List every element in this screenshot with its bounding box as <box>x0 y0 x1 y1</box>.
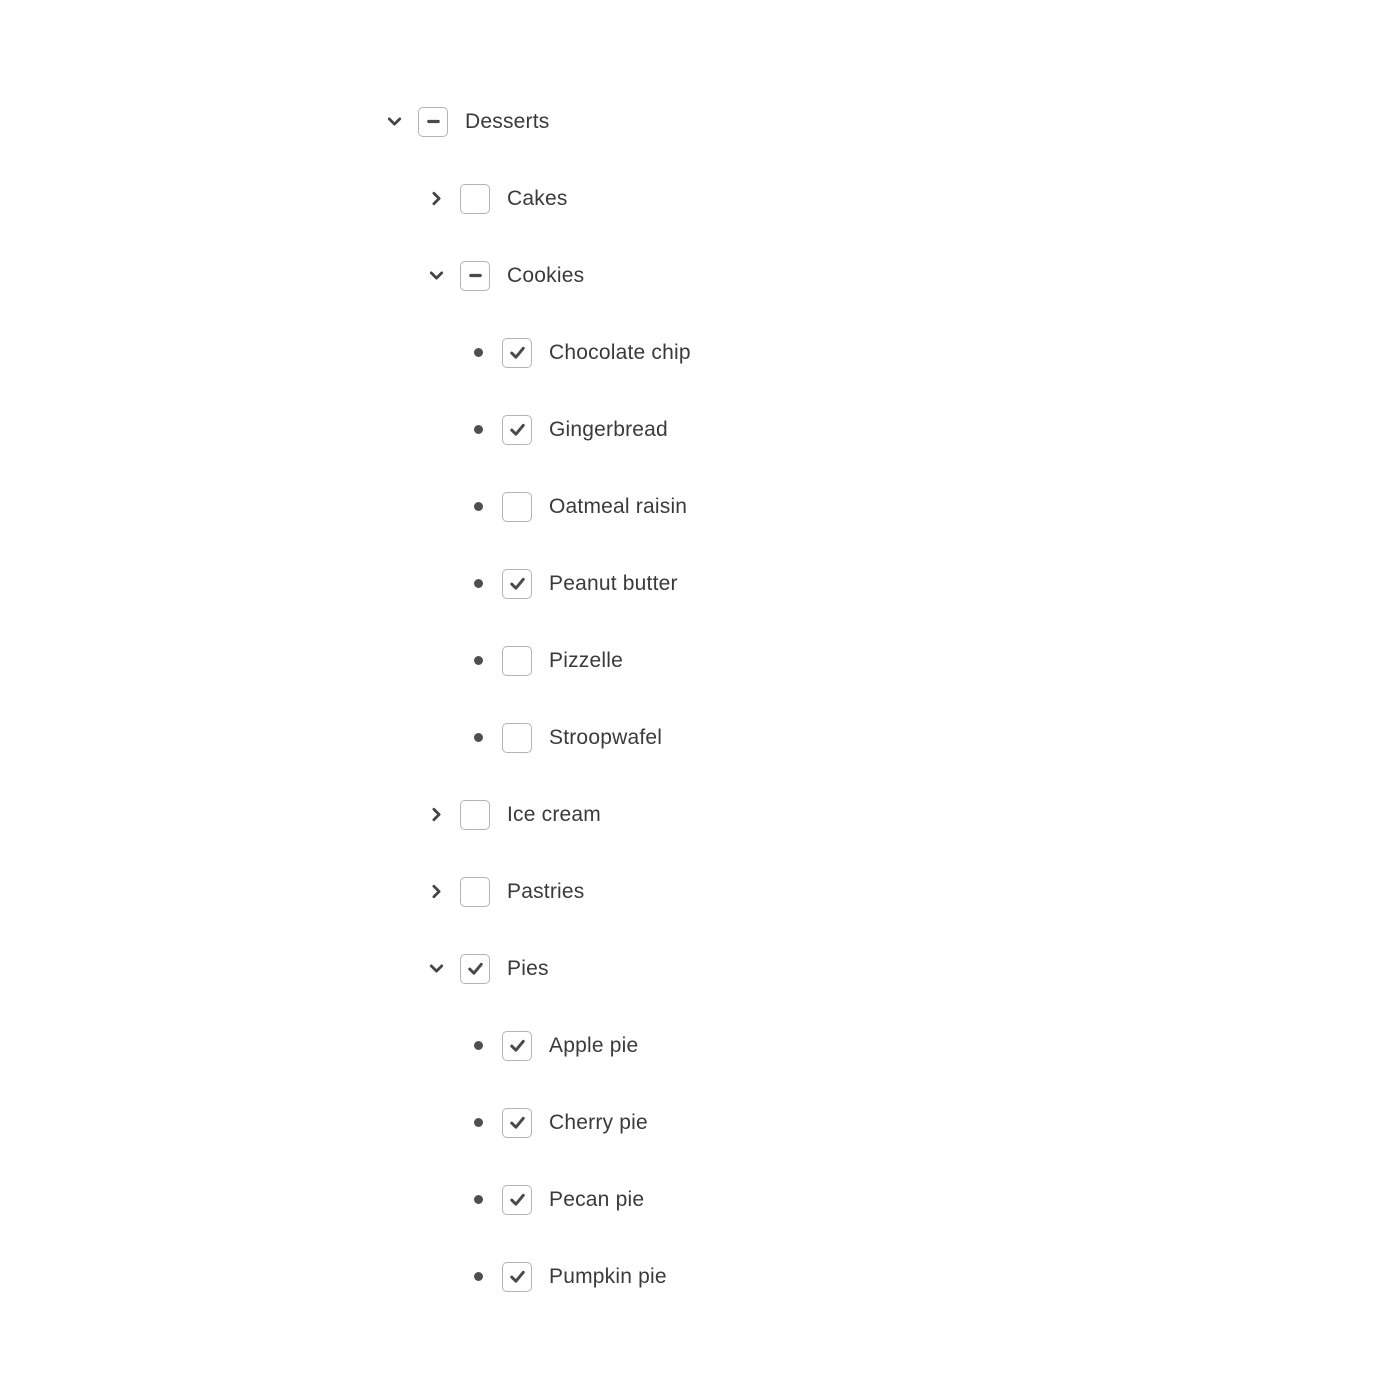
check-icon <box>465 958 486 979</box>
checkbox[interactable] <box>460 184 490 214</box>
tree-row <box>0 468 1400 545</box>
check-icon <box>507 342 528 363</box>
indeterminate-dash-icon <box>465 265 486 286</box>
tree-item-label[interactable]: Pizzelle <box>549 648 623 672</box>
tree-row <box>0 776 1400 853</box>
tree-row <box>0 391 1400 468</box>
tree-row <box>0 160 1400 237</box>
tree-item-label[interactable]: Oatmeal raisin <box>549 494 688 518</box>
tree-item-label[interactable]: Pies <box>507 956 549 980</box>
bullet-icon <box>474 656 483 665</box>
bullet-icon <box>474 1041 483 1050</box>
check-icon <box>507 1035 528 1056</box>
checkbox[interactable] <box>418 107 448 137</box>
tree-row <box>0 237 1400 314</box>
checkbox[interactable] <box>502 646 532 676</box>
check-icon <box>507 573 528 594</box>
check-icon <box>507 1266 528 1287</box>
chevron-down-icon[interactable] <box>384 111 405 132</box>
toggle <box>468 573 489 594</box>
tree-item-label[interactable]: Cherry pie <box>549 1110 648 1134</box>
tree-row <box>0 622 1400 699</box>
toggle[interactable] <box>426 804 447 825</box>
toggle[interactable] <box>426 188 447 209</box>
checkbox[interactable] <box>460 954 490 984</box>
chevron-right-icon[interactable] <box>426 804 447 825</box>
toggle <box>468 1035 489 1056</box>
toggle <box>468 496 489 517</box>
checkbox[interactable] <box>502 1262 532 1292</box>
checkbox-tree <box>0 83 1400 1315</box>
tree-item-label[interactable]: Apple pie <box>549 1033 639 1057</box>
bullet-icon <box>474 579 483 588</box>
bullet-icon <box>474 502 483 511</box>
tree-item-label[interactable]: Ice cream <box>507 802 601 826</box>
tree-item-label[interactable]: Desserts <box>465 109 550 133</box>
chevron-right-icon[interactable] <box>426 188 447 209</box>
tree-item-label[interactable]: Cookies <box>507 263 585 287</box>
checkbox[interactable] <box>502 492 532 522</box>
bullet-icon <box>474 348 483 357</box>
tree-item-label[interactable]: Pastries <box>507 879 585 903</box>
tree-item-label[interactable]: Gingerbread <box>549 417 668 441</box>
toggle <box>468 1112 489 1133</box>
bullet-icon <box>474 1272 483 1281</box>
toggle <box>468 727 489 748</box>
check-icon <box>507 1112 528 1133</box>
bullet-icon <box>474 425 483 434</box>
toggle <box>468 342 489 363</box>
tree-row <box>0 545 1400 622</box>
tree-row <box>0 930 1400 1007</box>
checkbox[interactable] <box>502 1108 532 1138</box>
bullet-icon <box>474 1118 483 1127</box>
chevron-down-icon[interactable] <box>426 265 447 286</box>
tree-row <box>0 314 1400 391</box>
checkbox[interactable] <box>502 1031 532 1061</box>
tree-item-label[interactable]: Peanut butter <box>549 571 678 595</box>
tree-row <box>0 1238 1400 1315</box>
chevron-down-icon[interactable] <box>426 958 447 979</box>
toggle <box>468 419 489 440</box>
checkbox[interactable] <box>460 877 490 907</box>
toggle <box>468 650 489 671</box>
checkbox[interactable] <box>502 723 532 753</box>
tree-item-label[interactable]: Pumpkin pie <box>549 1264 667 1288</box>
checkbox[interactable] <box>460 261 490 291</box>
check-icon <box>507 419 528 440</box>
checkbox[interactable] <box>502 415 532 445</box>
toggle <box>468 1189 489 1210</box>
indeterminate-dash-icon <box>423 111 444 132</box>
tree-item-label[interactable]: Stroopwafel <box>549 725 663 749</box>
tree-row <box>0 853 1400 930</box>
tree-item-label[interactable]: Chocolate chip <box>549 340 691 364</box>
bullet-icon <box>474 733 483 742</box>
checkbox[interactable] <box>502 1185 532 1215</box>
tree-row <box>0 699 1400 776</box>
tree-item-label[interactable]: Cakes <box>507 186 568 210</box>
chevron-right-icon[interactable] <box>426 881 447 902</box>
tree-row <box>0 1007 1400 1084</box>
checkbox[interactable] <box>460 800 490 830</box>
tree-item-label[interactable]: Pecan pie <box>549 1187 645 1211</box>
check-icon <box>507 1189 528 1210</box>
tree-row <box>0 1161 1400 1238</box>
checkbox[interactable] <box>502 338 532 368</box>
toggle <box>468 1266 489 1287</box>
toggle[interactable] <box>426 881 447 902</box>
toggle[interactable] <box>384 111 405 132</box>
tree-row <box>0 83 1400 160</box>
bullet-icon <box>474 1195 483 1204</box>
toggle[interactable] <box>426 265 447 286</box>
checkbox[interactable] <box>502 569 532 599</box>
toggle[interactable] <box>426 958 447 979</box>
tree-row <box>0 1084 1400 1161</box>
